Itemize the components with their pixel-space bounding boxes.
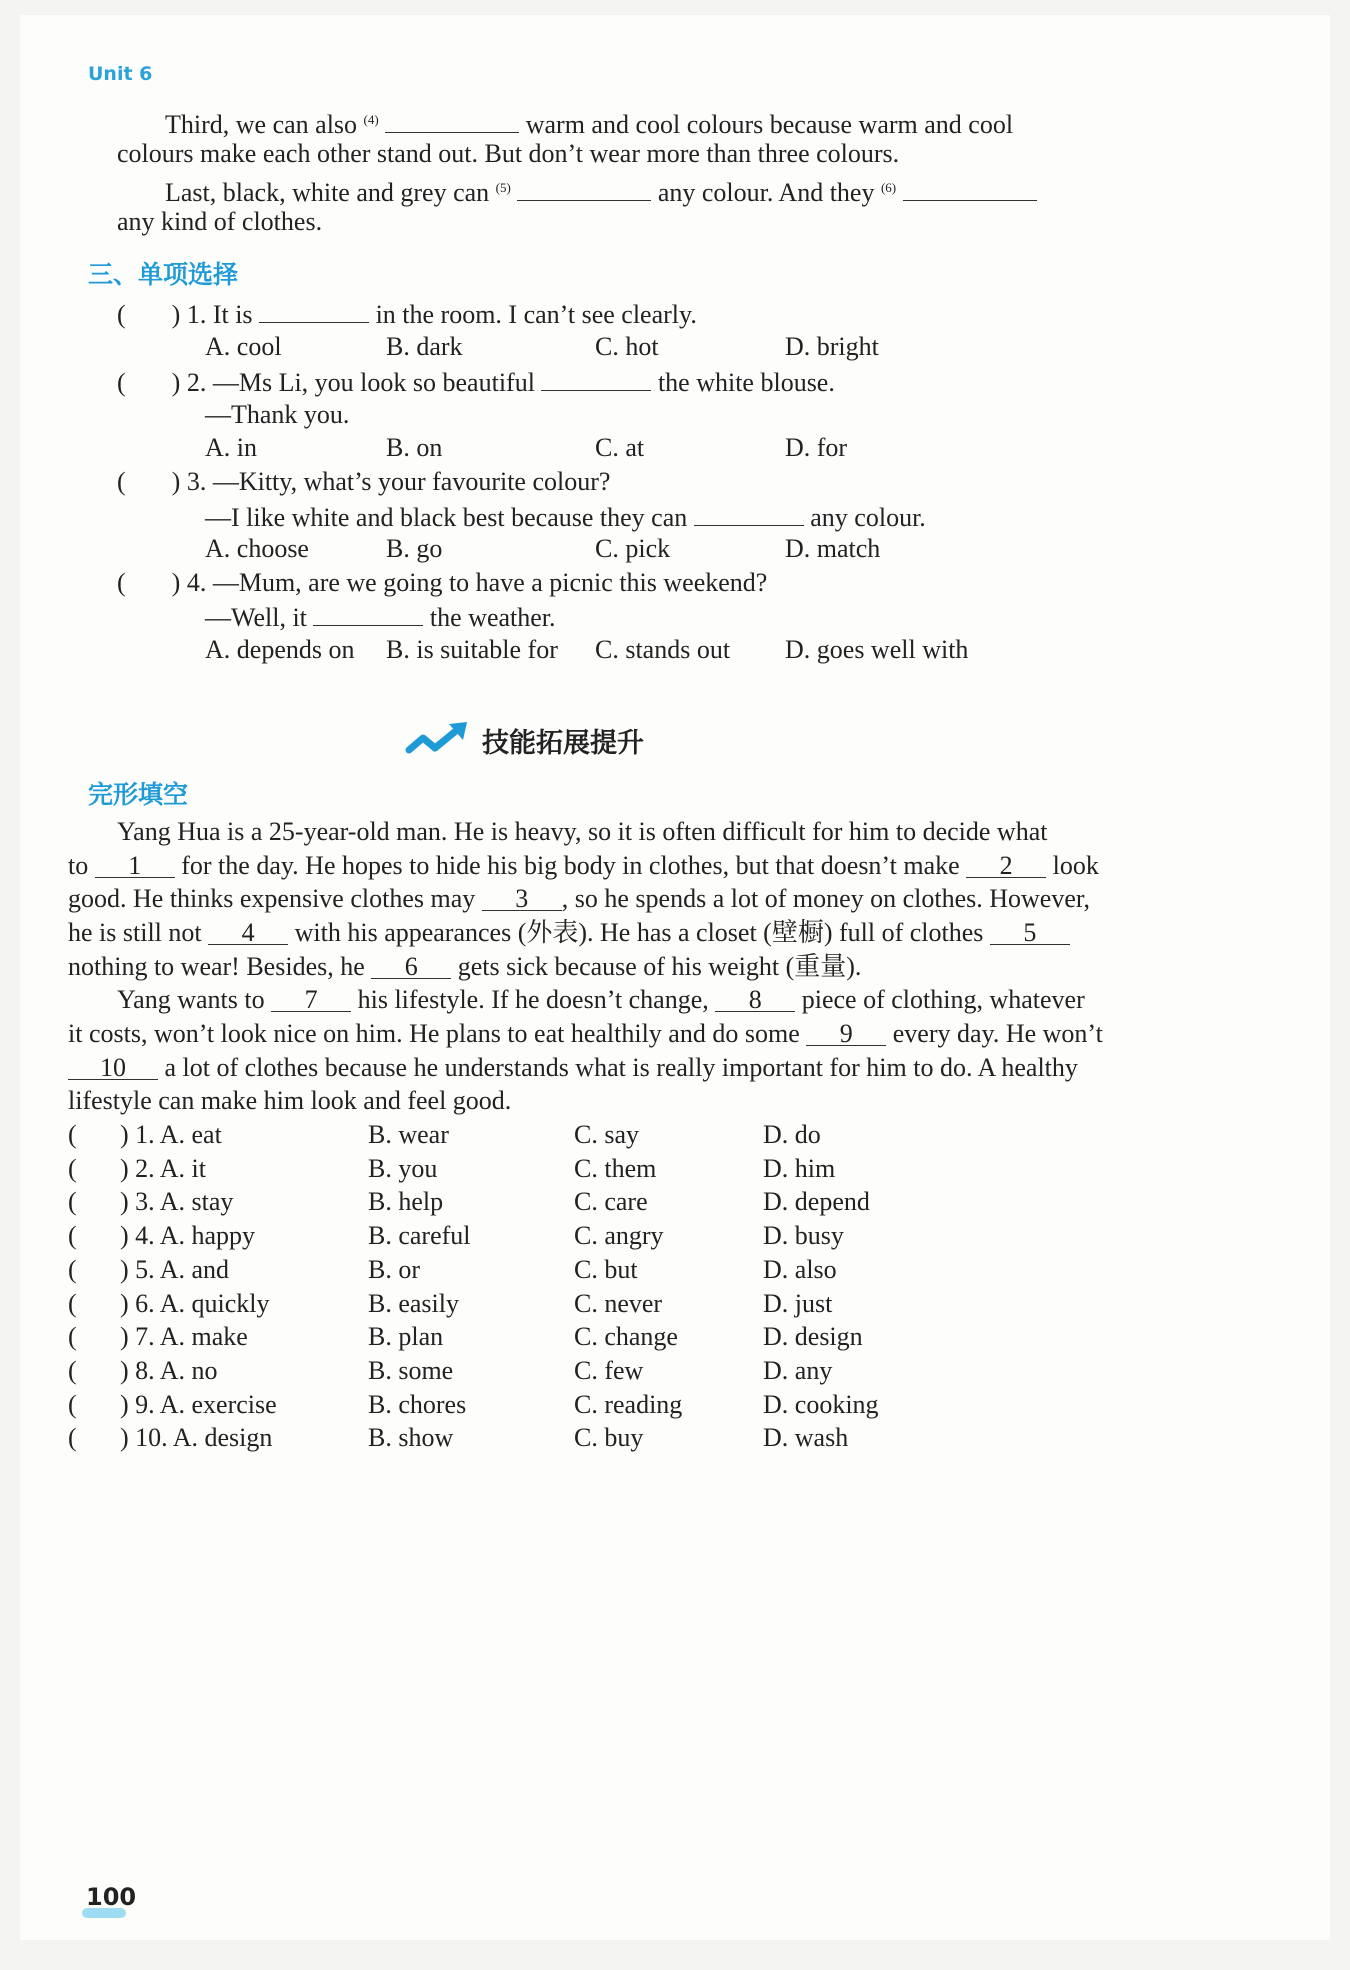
text: gets sick because of his weight (重量).	[451, 952, 862, 981]
cloze-q9-option-a[interactable]: ) 9. A. exercise	[120, 1390, 277, 1419]
cloze-q4-answer-paren[interactable]: (	[68, 1221, 77, 1250]
cloze-q5-option-a[interactable]: ) 5. A. and	[120, 1255, 230, 1284]
q4-option-a[interactable]: A. depends on	[205, 635, 355, 664]
cloze-q8-answer-paren[interactable]: (	[68, 1356, 77, 1385]
text: ) 4. —Mum, are we going to have a picnic this weekend?	[171, 568, 768, 597]
q3-option-c[interactable]: C. pick	[595, 534, 671, 563]
q1-option-b[interactable]: B. dark	[386, 332, 463, 361]
q4-option-b[interactable]: B. is suitable for	[386, 635, 558, 664]
cloze-q10-option-d[interactable]: D. wash	[763, 1423, 849, 1452]
q1-option-d[interactable]: D. bright	[785, 332, 879, 361]
text: ) 1. It is	[171, 300, 260, 329]
cloze-q8-option-b[interactable]: B. some	[368, 1356, 454, 1385]
cloze-q2-option-a[interactable]: ) 2. A. it	[120, 1154, 206, 1183]
cloze-q7-answer-paren[interactable]: (	[68, 1322, 77, 1351]
q3-option-b[interactable]: B. go	[386, 534, 443, 563]
section-banner-title: 技能拓展提升	[482, 728, 644, 759]
text: any colour. And they	[657, 178, 881, 207]
q2-stem	[117, 364, 835, 400]
q2-option-d[interactable]: D. for	[785, 433, 848, 462]
text: warm and cool colours because warm and cool	[525, 110, 1014, 139]
cloze-q1-option-c[interactable]: C. say	[574, 1120, 639, 1149]
blank[interactable]	[541, 364, 651, 391]
cloze-q1-option-d[interactable]: D. do	[763, 1120, 821, 1149]
cloze-q9-option-c[interactable]: C. reading	[574, 1390, 683, 1419]
answer-paren[interactable]: (	[117, 568, 126, 597]
text: Last, black, white and grey can	[165, 178, 496, 207]
cloze-q1-option-a[interactable]: ) 1. A. eat	[120, 1120, 222, 1149]
cloze-q2-option-c[interactable]: C. them	[574, 1154, 657, 1183]
cloze-q5-answer-paren[interactable]: (	[68, 1255, 77, 1284]
q3-option-a[interactable]: A. choose	[205, 534, 309, 563]
cloze-blank-1[interactable]: 1	[95, 851, 175, 878]
cloze-blank-6[interactable]: 6	[371, 952, 451, 979]
blank-number-5: (5)	[495, 180, 511, 195]
q2-option-b[interactable]: B. on	[386, 433, 443, 462]
cloze-q1-answer-paren[interactable]: (	[68, 1120, 77, 1149]
text: , so he spends a lot of money on clothes. However,	[561, 884, 1091, 913]
cloze-q2-answer-paren[interactable]: (	[68, 1154, 77, 1183]
trend-arrow-icon	[405, 720, 475, 760]
q2-option-c[interactable]: C. at	[595, 433, 645, 462]
blank-number-4: (4)	[363, 112, 379, 127]
cloze-blank-8[interactable]: 8	[715, 985, 795, 1012]
cloze-blank-3[interactable]: 3	[482, 884, 562, 911]
q4-option-c[interactable]: C. stands out	[595, 635, 731, 664]
answer-paren[interactable]: (	[117, 368, 126, 397]
cloze-line-1: Yang Hua is a 25-year-old man. He is heavy, so it is often difficult for him to decide what	[117, 817, 1048, 846]
cloze-q9-option-b[interactable]: B. chores	[368, 1390, 467, 1419]
cloze-q8-option-d[interactable]: D. any	[763, 1356, 833, 1385]
text: the weather.	[423, 603, 556, 632]
text: nothing to wear! Besides, he	[68, 952, 372, 981]
blank-5[interactable]	[517, 174, 651, 201]
cloze-q10-option-c[interactable]: C. buy	[574, 1423, 644, 1452]
text: Yang wants to	[117, 985, 272, 1014]
text: the white blouse.	[651, 368, 835, 397]
text: a lot of clothes because he understands what is really important for him to do. A healthy	[158, 1053, 1078, 1082]
cloze-line-4	[68, 916, 1070, 950]
q2-option-a[interactable]: A. in	[205, 433, 257, 462]
cloze-blank-2[interactable]: 2	[966, 851, 1046, 878]
text: it costs, won’t look nice on him. He plans to eat healthily and do some	[68, 1019, 807, 1048]
text: in the room. I can’t see clearly.	[369, 300, 697, 329]
answer-paren[interactable]: (	[117, 467, 126, 496]
text: his lifestyle. If he doesn’t change,	[351, 985, 716, 1014]
cloze-q3-option-a[interactable]: ) 3. A. stay	[120, 1187, 234, 1216]
cloze-q3-option-c[interactable]: C. care	[574, 1187, 648, 1216]
cloze-line-9: lifestyle can make him look and feel good.	[68, 1086, 512, 1115]
page-number: 100	[86, 1883, 137, 1911]
section-title-single-choice: 三、单项选择	[88, 260, 239, 289]
cloze-blank-5[interactable]: 5	[990, 918, 1070, 945]
cloze-q6-option-c[interactable]: C. never	[574, 1289, 663, 1318]
text: —I like white and black best because they can	[205, 503, 694, 532]
cloze-q7-option-d[interactable]: D. design	[763, 1322, 863, 1351]
text: every day. He won’t	[886, 1019, 1103, 1048]
text: —Well, it	[205, 603, 314, 632]
cloze-q10-option-b[interactable]: B. show	[368, 1423, 454, 1452]
cloze-q9-answer-paren[interactable]: (	[68, 1390, 77, 1419]
q4-option-d[interactable]: D. goes well with	[785, 635, 969, 664]
q4-stem	[117, 566, 767, 600]
section-title-cloze: 完形填空	[88, 780, 189, 809]
cloze-q5-option-d[interactable]: D. also	[763, 1255, 837, 1284]
blank-number-6: (6)	[880, 180, 897, 195]
text: he is still not	[68, 918, 209, 947]
cloze-q6-option-d[interactable]: D. just	[763, 1289, 833, 1318]
cloze-blank-7[interactable]: 7	[271, 985, 351, 1012]
passage-line-4: any kind of clothes.	[117, 207, 323, 236]
text: with his appearances (外表). He has a closet (壁橱) full of clothes	[288, 918, 990, 947]
blank[interactable]	[694, 499, 804, 526]
q3-option-d[interactable]: D. match	[785, 534, 881, 563]
cloze-line-3	[68, 882, 1090, 916]
cloze-q1-option-b[interactable]: B. wear	[368, 1120, 449, 1149]
unit-label: Unit 6	[88, 63, 153, 85]
cloze-q10-answer-paren[interactable]: (	[68, 1423, 77, 1452]
cloze-q3-answer-paren[interactable]: (	[68, 1187, 77, 1216]
text: ) 3. —Kitty, what’s your favourite colour?	[171, 467, 611, 496]
text: good. He thinks expensive clothes may	[68, 884, 482, 913]
text: for the day. He hopes to hide his big body in clothes, but that doesn’t make	[174, 851, 967, 880]
cloze-line-5	[68, 950, 861, 984]
cloze-q4-option-c[interactable]: C. angry	[574, 1221, 664, 1250]
cloze-q3-option-d[interactable]: D. depend	[763, 1187, 870, 1216]
cloze-blank-4[interactable]: 4	[208, 918, 288, 945]
cloze-q9-option-d[interactable]: D. cooking	[763, 1390, 879, 1419]
q1-option-c[interactable]: C. hot	[595, 332, 659, 361]
q3-stem	[117, 465, 610, 499]
cloze-q8-option-a[interactable]: ) 8. A. no	[120, 1356, 218, 1385]
cloze-blank-9[interactable]: 9	[806, 1019, 886, 1046]
cloze-q4-option-a[interactable]: ) 4. A. happy	[120, 1221, 256, 1250]
blank[interactable]	[313, 599, 423, 626]
passage-line-2: colours make each other stand out. But don’t wear more than three colours.	[117, 139, 900, 168]
answer-paren[interactable]: (	[117, 300, 126, 329]
text: Third, we can also	[165, 110, 364, 139]
q2-reply: —Thank you.	[205, 400, 350, 429]
q3-reply	[205, 499, 926, 535]
cloze-q4-option-b[interactable]: B. careful	[368, 1221, 471, 1250]
q1-option-a[interactable]: A. cool	[205, 332, 282, 361]
cloze-q7-option-b[interactable]: B. plan	[368, 1322, 444, 1351]
cloze-line-6	[117, 983, 1085, 1017]
cloze-q6-option-b[interactable]: B. easily	[368, 1289, 459, 1318]
blank-4[interactable]	[385, 106, 519, 133]
blank[interactable]	[259, 296, 369, 323]
cloze-q3-option-b[interactable]: B. help	[368, 1187, 444, 1216]
cloze-q5-option-b[interactable]: B. or	[368, 1255, 420, 1284]
q1-stem	[117, 296, 697, 332]
workbook-page	[20, 15, 1330, 1940]
text: piece of clothing, whatever	[795, 985, 1085, 1014]
text: ) 2. —Ms Li, you look so beautiful	[171, 368, 542, 397]
cloze-q7-option-a[interactable]: ) 7. A. make	[120, 1322, 248, 1351]
cloze-q5-option-c[interactable]: C. but	[574, 1255, 638, 1284]
cloze-blank-10[interactable]: 10	[68, 1053, 158, 1080]
cloze-q2-option-d[interactable]: D. him	[763, 1154, 836, 1183]
cloze-q4-option-d[interactable]: D. busy	[763, 1221, 844, 1250]
blank-6[interactable]	[903, 174, 1037, 201]
cloze-q10-option-a[interactable]: ) 10. A. design	[120, 1423, 273, 1452]
cloze-q2-option-b[interactable]: B. you	[368, 1154, 438, 1183]
text: look	[1046, 851, 1099, 880]
cloze-q8-option-c[interactable]: C. few	[574, 1356, 644, 1385]
cloze-q6-answer-paren[interactable]: (	[68, 1289, 77, 1318]
cloze-line-7	[68, 1017, 1103, 1051]
cloze-q7-option-c[interactable]: C. change	[574, 1322, 678, 1351]
cloze-line-2	[68, 849, 1099, 883]
text: to	[68, 851, 95, 880]
q4-reply	[205, 599, 556, 635]
cloze-q6-option-a[interactable]: ) 6. A. quickly	[120, 1289, 270, 1318]
cloze-line-8	[68, 1051, 1078, 1085]
text: any colour.	[803, 503, 926, 532]
